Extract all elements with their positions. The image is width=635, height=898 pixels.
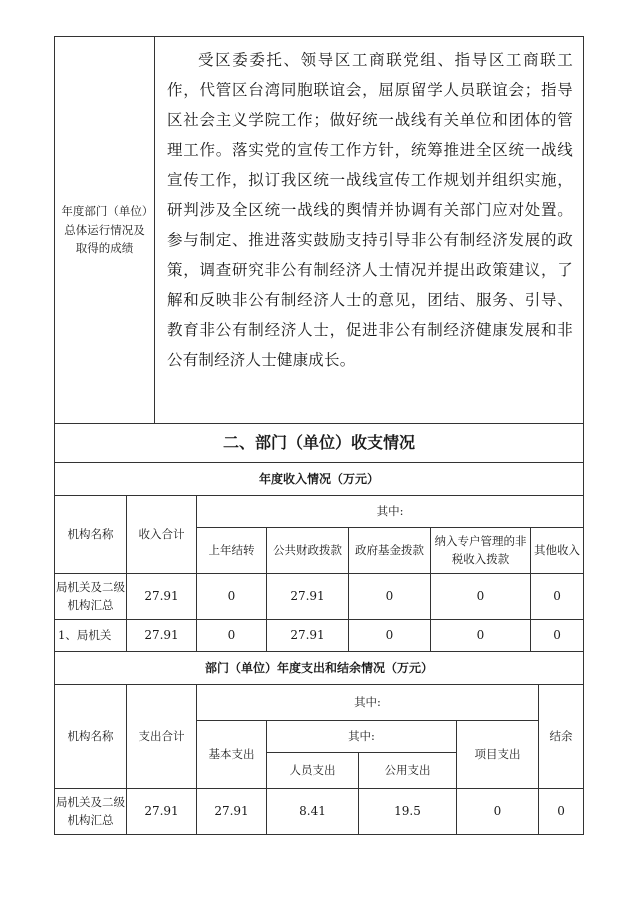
- income-row-public-finance: 27.91: [267, 620, 349, 652]
- income-row-name: 局机关及二级机构汇总: [55, 574, 127, 620]
- expense-table: [54, 651, 584, 835]
- expense-col-among: 其中:: [197, 685, 539, 721]
- income-col-gov-fund: 政府基金拨款: [349, 528, 431, 574]
- section-title: 二、部门（单位）收支情况: [55, 424, 584, 463]
- overview-paragraph: 受区委委托、领导区工商联党组、指导区工商联工作，代管区台湾同胞联谊会，屈原留学人员联谊会；指导区社会主义学院工作；做好统一战线有关单位和团体的管理工作。落实党的宣传工作方针，统筹推进全区统一战线宣传工作，拟订我区统一战线宣传工作规划并组织实施，研判涉及全区统一战线的舆情并协调有关部门应对处置。参与制定、推进落实鼓励支持引导非公有制经济发展的政策，调查研究非公有制经济人士情况并提出政策建议，了解和反映非公有制经济人士的意见，团结、服务、引导、教育非公有制经济人士，促进非公有制经济健康发展和非公有制经济人士健康成长。: [167, 51, 573, 369]
- expense-col-balance: 结余: [539, 685, 584, 789]
- expense-col-project: 项目支出: [457, 721, 539, 789]
- expense-row-project: 0: [457, 789, 539, 835]
- income-row-carryover: 0: [197, 620, 267, 652]
- expense-row-basic: 27.91: [197, 789, 267, 835]
- expense-row-name: 局机关及二级机构汇总: [55, 789, 127, 835]
- income-col-carryover: 上年结转: [197, 528, 267, 574]
- income-col-other: 其他收入: [531, 528, 584, 574]
- overview-table: [54, 36, 584, 424]
- income-row-carryover: 0: [197, 574, 267, 620]
- income-row-other: 0: [531, 620, 584, 652]
- expense-row-balance: 0: [539, 789, 584, 835]
- income-row-other: 0: [531, 574, 584, 620]
- income-col-among: 其中:: [197, 496, 584, 528]
- income-col-public-finance: 公共财政拨款: [267, 528, 349, 574]
- income-col-nontax: 纳入专户管理的非税收入拨款: [431, 528, 531, 574]
- overview-row: [55, 37, 584, 424]
- income-row-name: 1、局机关: [55, 620, 127, 652]
- expense-row-personnel: 8.41: [267, 789, 359, 835]
- income-title: 年度收入情况（万元）: [55, 463, 584, 496]
- overview-content: [155, 37, 584, 424]
- income-row-total: 27.91: [127, 620, 197, 652]
- expense-col-total: 支出合计: [127, 685, 197, 789]
- income-row-nontax: 0: [431, 620, 531, 652]
- income-row-total: 27.91: [127, 574, 197, 620]
- document-page: [54, 36, 583, 835]
- expense-col-personnel: 人员支出: [267, 753, 359, 789]
- income-row-gov-fund: 0: [349, 574, 431, 620]
- table-row: [55, 574, 584, 620]
- table-row: [55, 789, 584, 835]
- expense-col-among2: 其中:: [267, 721, 457, 753]
- income-row-gov-fund: 0: [349, 620, 431, 652]
- expense-title: 部门（单位）年度支出和结余情况（万元）: [55, 652, 584, 685]
- table-row: [55, 620, 584, 652]
- overview-label: 年度部门（单位）总体运行情况及取得的成绩: [55, 37, 155, 424]
- income-row-public-finance: 27.91: [267, 574, 349, 620]
- expense-col-basic: 基本支出: [197, 721, 267, 789]
- income-col-total: 收入合计: [127, 496, 197, 574]
- expense-row-total: 27.91: [127, 789, 197, 835]
- income-row-nontax: 0: [431, 574, 531, 620]
- expense-row-public: 19.5: [359, 789, 457, 835]
- income-table: [54, 423, 584, 652]
- expense-col-public: 公用支出: [359, 753, 457, 789]
- income-col-org: 机构名称: [55, 496, 127, 574]
- expense-col-org: 机构名称: [55, 685, 127, 789]
